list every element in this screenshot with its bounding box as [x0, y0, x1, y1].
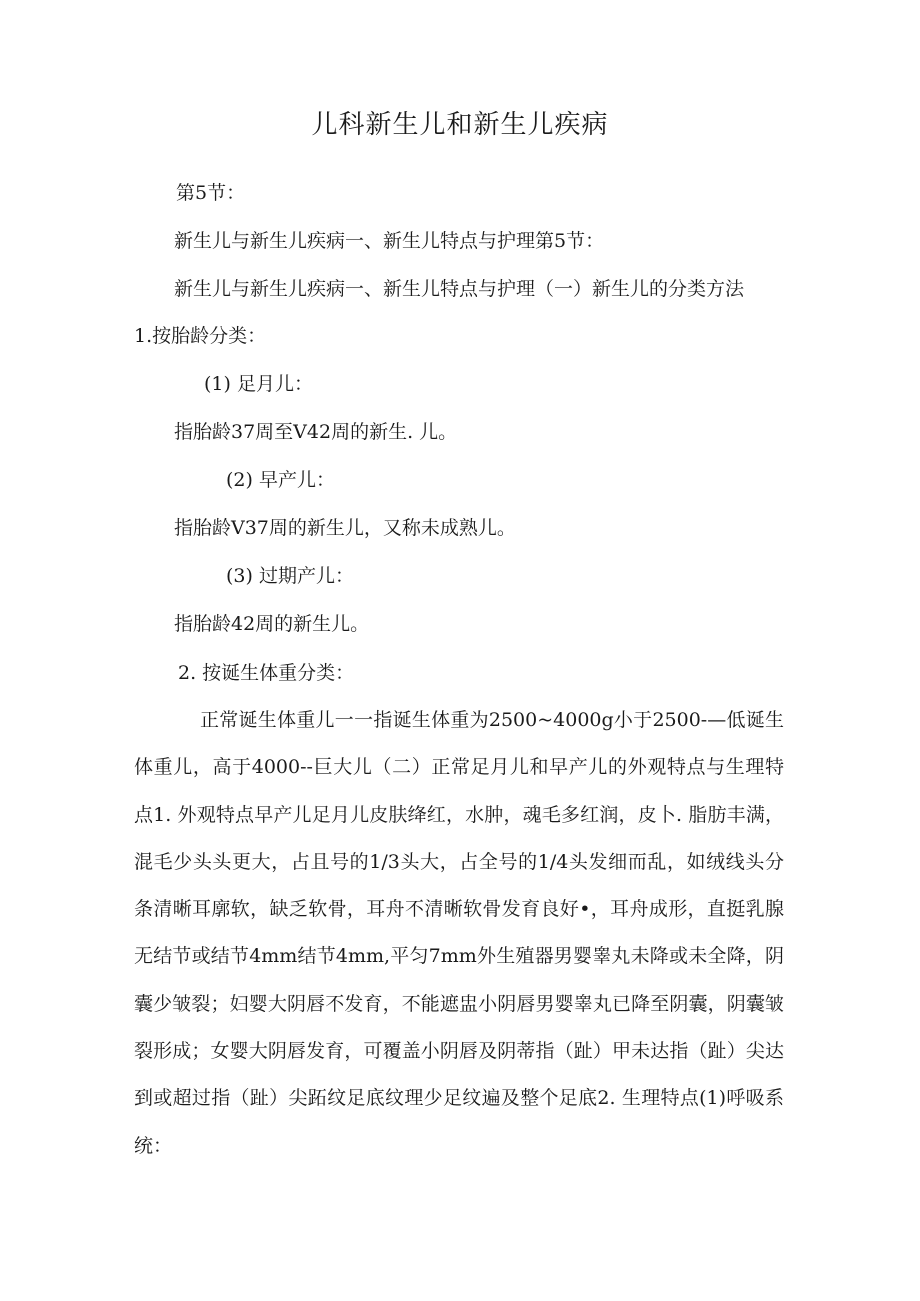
item-3-text: 指胎龄42周的新生儿。	[174, 613, 370, 635]
heading-line-2: 新生儿与新生儿疾病一、新生儿特点与护理（一）新生儿的分类方法	[174, 278, 745, 300]
item-3-label: (3) 过期产儿：	[226, 565, 354, 587]
page-title: 儿科新生儿和新生儿疾病	[311, 110, 609, 140]
item-2-label: (2) 早产儿：	[226, 469, 335, 491]
item-1-text: 指胎龄37周至V42周的新生. 儿。	[174, 421, 458, 443]
section-label: 第5节：	[176, 182, 246, 204]
classification-by-weight: 2. 按诞生体重分类：	[178, 662, 355, 684]
classification-by-age: 1.按胎龄分类：	[134, 325, 267, 347]
item-2-text: 指胎龄V37周的新生儿，又称未成熟儿。	[174, 517, 516, 539]
heading-line-1: 新生儿与新生儿疾病一、新生儿特点与护理第5节：	[174, 230, 605, 252]
item-1-label: (1) 足月儿：	[204, 373, 313, 395]
body-paragraph: 正常诞生体重儿一一指诞生体重为2500~4000g小于2500-—低诞生体重儿，高于4000--巨大儿（二）正常足月儿和早产儿的外观特点与生理特点1. 外观特点早产儿足月儿皮肤绛红，水肿，魂毛多红润，皮卜. 脂肪丰满，混毛少头头更大，占且号的1/3头大，占全号的1/4头发细而乱，如绒线头分条清晰耳廓软，缺乏软骨，耳舟不清晰软骨发育良好•，耳舟成形，直挺乳腺无结节或结节4mm结节4mm,平匀7mm外生殖器男婴睾丸未降或未全降，阴囊少皱裂；妇婴大阴唇不发育，不能遮盅小阴唇男婴睾丸已降至阴囊，阴囊皱裂形成；女婴大阴唇发育，可覆盖小阴唇及阴蒂指（趾）甲未达指（趾）尖达到或超过指（趾）尖跖纹足底纹理少足纹遍及整个足底2. 生理特点(1)呼吸系统：	[134, 709, 784, 1157]
